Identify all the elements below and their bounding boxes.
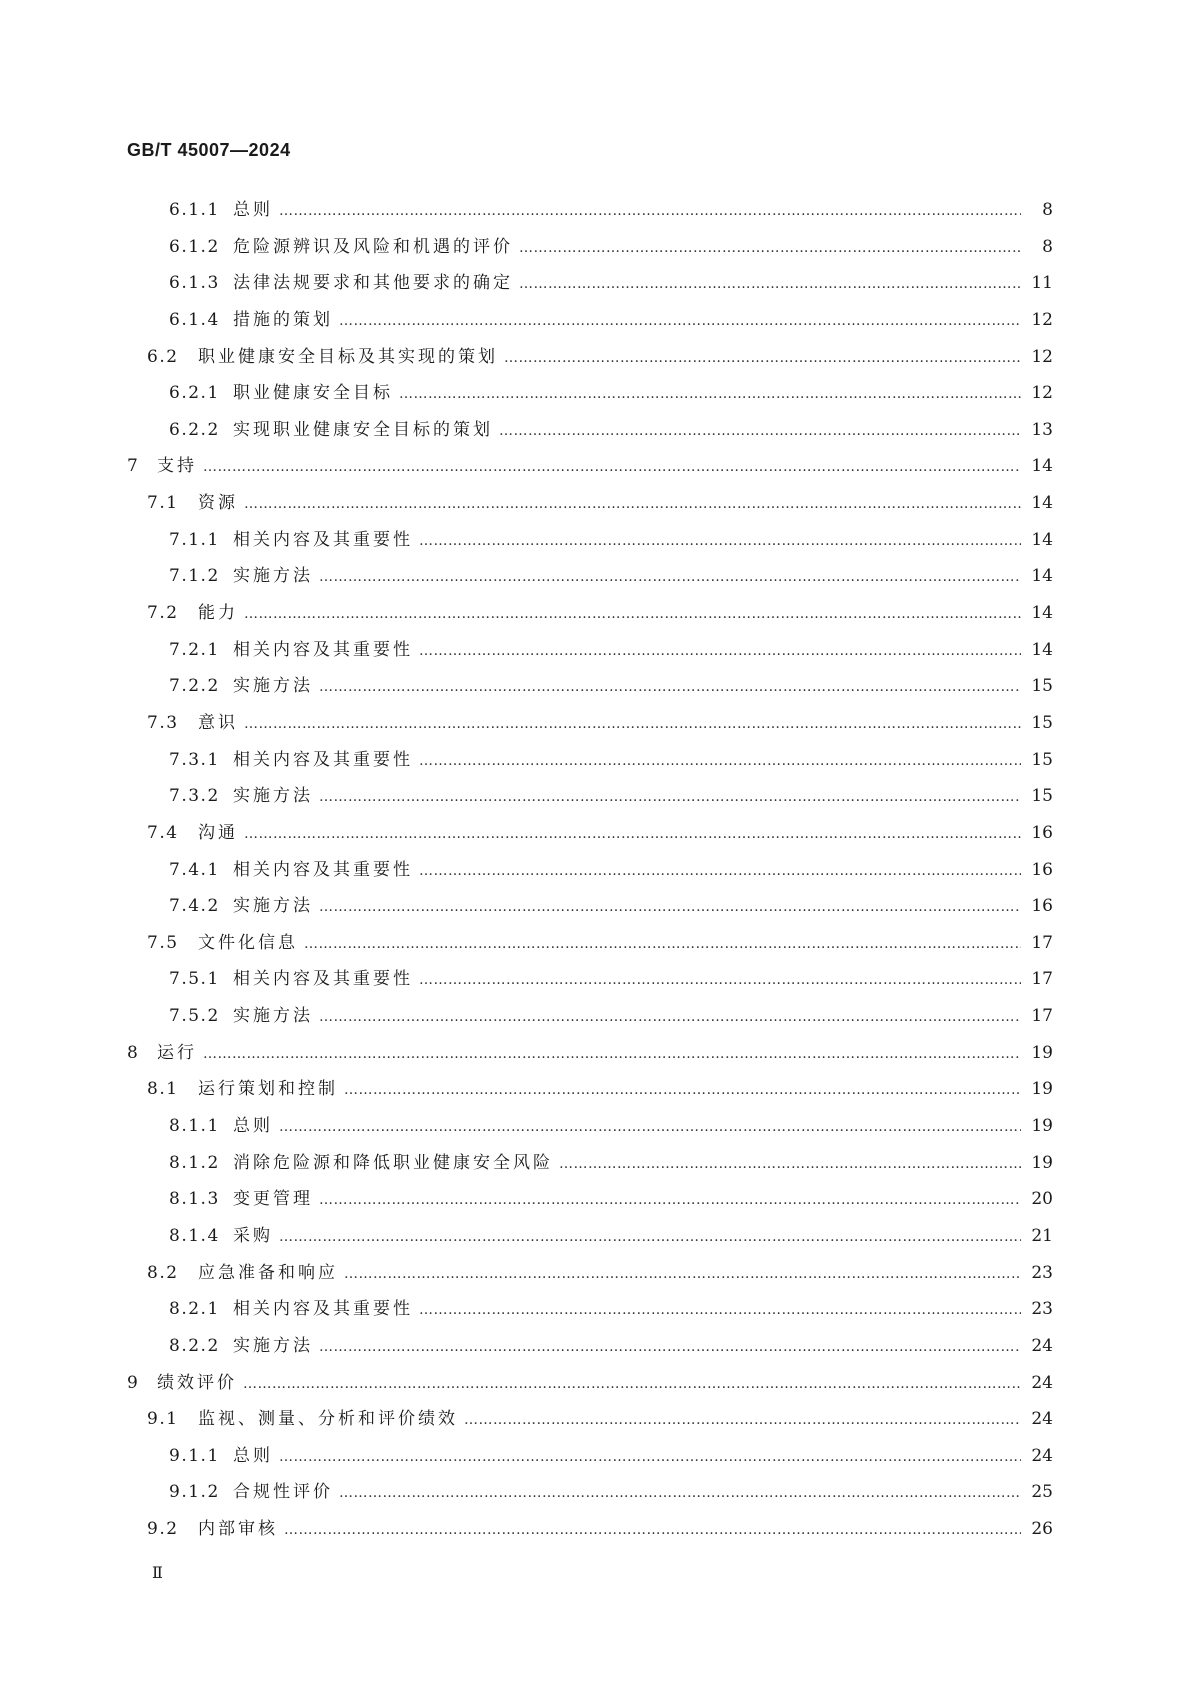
- toc-entry-number: 9.1.1: [169, 1445, 220, 1466]
- toc-entry-title: 实施方法: [233, 1335, 313, 1356]
- toc-dot-leader: [319, 889, 1021, 926]
- document-id-header: GB/T 45007—2024: [127, 140, 291, 160]
- toc-entry-page: 24: [1031, 1372, 1053, 1393]
- toc-entry-page: 8: [1042, 200, 1053, 220]
- toc-entry-page: 25: [1031, 1482, 1053, 1503]
- toc-dot-leader: [519, 230, 1021, 267]
- toc-entry[interactable]: [127, 1145, 1053, 1182]
- toc-dot-leader: [284, 1512, 1021, 1549]
- toc-entry-number: 8: [127, 1042, 140, 1063]
- toc-entry-page: 23: [1031, 1262, 1053, 1283]
- toc-entry-title: 资源: [198, 493, 238, 514]
- toc-dot-leader: [304, 926, 1021, 963]
- toc-entry[interactable]: [127, 229, 1053, 266]
- toc-entry[interactable]: [127, 778, 1053, 815]
- toc-entry-page: 17: [1031, 932, 1053, 953]
- toc-entry-number: 7.2: [147, 603, 179, 624]
- toc-entry-number: 8.1.3: [169, 1189, 220, 1210]
- toc-entry-page: 19: [1031, 1079, 1053, 1100]
- toc-entry[interactable]: [127, 1474, 1053, 1511]
- toc-entry-page: 11: [1031, 273, 1053, 294]
- toc-entry-page: 16: [1031, 896, 1053, 917]
- toc-dot-leader: [279, 1219, 1021, 1256]
- toc-entry[interactable]: [127, 1071, 1053, 1108]
- toc-entry[interactable]: [127, 961, 1053, 998]
- toc-entry-page: 24: [1031, 1445, 1053, 1466]
- toc-entry-number: 7.4.1: [169, 859, 220, 880]
- toc-entry[interactable]: [127, 815, 1053, 852]
- toc-entry[interactable]: [127, 1328, 1053, 1365]
- toc-entry[interactable]: [127, 1108, 1053, 1145]
- toc-entry[interactable]: [127, 632, 1053, 669]
- toc-entry[interactable]: [127, 265, 1053, 302]
- toc-entry[interactable]: [127, 1291, 1053, 1328]
- toc-entry[interactable]: [127, 998, 1053, 1035]
- toc-entry-title: 文件化信息: [198, 932, 298, 953]
- toc-dot-leader: [419, 633, 1021, 670]
- toc-entry-title: 意识: [198, 712, 238, 733]
- toc-entry-title: 应急准备和响应: [198, 1262, 338, 1283]
- toc-entry-page: 19: [1031, 1152, 1053, 1173]
- toc-entry-page: 14: [1031, 529, 1053, 550]
- toc-entry-title: 相关内容及其重要性: [233, 1299, 413, 1320]
- toc-entry-number: 8.1.4: [169, 1225, 220, 1246]
- toc-entry-title: 危险源辨识及风险和机遇的评价: [233, 236, 513, 257]
- toc-entry-number: 8.2.1: [169, 1299, 220, 1320]
- toc-entry-title: 总则: [233, 1445, 273, 1466]
- toc-entry-number: 7.4.2: [169, 896, 220, 917]
- toc-dot-leader: [399, 376, 1021, 413]
- toc-dot-leader: [419, 1292, 1021, 1329]
- toc-entry-page: 12: [1031, 346, 1053, 367]
- toc-entry[interactable]: [127, 302, 1053, 339]
- toc-dot-leader: [244, 596, 1021, 633]
- toc-entry-number: 7.2.1: [169, 639, 220, 660]
- page-number: Ⅱ: [152, 1563, 163, 1582]
- toc-entry-page: 19: [1031, 1116, 1053, 1137]
- toc-entry-title: 职业健康安全目标及其实现的策划: [198, 346, 498, 367]
- toc-entry-number: 6.2.2: [169, 419, 220, 440]
- toc-entry-page: 15: [1031, 786, 1053, 807]
- toc-dot-leader: [279, 1439, 1021, 1476]
- toc-entry-number: 9: [127, 1372, 140, 1393]
- toc-entry-number: 7.3.2: [169, 786, 220, 807]
- toc-dot-leader: [419, 743, 1021, 780]
- toc-entry-title: 合规性评价: [233, 1482, 333, 1503]
- toc-dot-leader: [464, 1402, 1021, 1439]
- toc-entry[interactable]: [127, 485, 1053, 522]
- toc-entry[interactable]: [127, 595, 1053, 632]
- toc-dot-leader: [344, 1072, 1021, 1109]
- toc-entry-page: 24: [1031, 1409, 1053, 1430]
- toc-entry-number: 6.2: [147, 346, 179, 367]
- toc-entry-title: 支持: [157, 456, 197, 477]
- toc-entry-page: 16: [1031, 822, 1053, 843]
- toc-entry[interactable]: [127, 375, 1053, 412]
- toc-dot-leader: [203, 449, 1021, 486]
- toc-dot-leader: [344, 1256, 1021, 1293]
- toc-dot-leader: [319, 1182, 1021, 1219]
- toc-entry-page: 21: [1031, 1225, 1053, 1246]
- toc-dot-leader: [203, 1036, 1021, 1073]
- toc-entry[interactable]: [127, 1255, 1053, 1292]
- toc-entry-page: 24: [1031, 1335, 1053, 1356]
- toc-entry-title: 消除危险源和降低职业健康安全风险: [233, 1152, 553, 1173]
- toc-entry-page: 26: [1031, 1519, 1053, 1540]
- toc-entry-title: 能力: [198, 603, 238, 624]
- toc-entry-number: 7.5.2: [169, 1006, 220, 1027]
- toc-entry-page: 14: [1031, 603, 1053, 624]
- toc-entry[interactable]: [127, 448, 1053, 485]
- toc-entry[interactable]: [127, 742, 1053, 779]
- toc-dot-leader: [319, 779, 1021, 816]
- toc-entry-title: 绩效评价: [157, 1372, 237, 1393]
- toc-entry-title: 实施方法: [233, 786, 313, 807]
- toc-dot-leader: [319, 1329, 1021, 1366]
- toc-dot-leader: [243, 1366, 1021, 1403]
- toc-dot-leader: [279, 1109, 1021, 1146]
- toc-dot-leader: [419, 523, 1021, 560]
- toc-entry-number: 7.5: [147, 932, 179, 953]
- toc-entry-page: 14: [1031, 639, 1053, 660]
- toc-dot-leader: [419, 962, 1021, 999]
- toc-entry-number: 7.3.1: [169, 749, 220, 770]
- toc-entry-title: 实现职业健康安全目标的策划: [233, 419, 493, 440]
- toc-entry[interactable]: [127, 1511, 1053, 1548]
- toc-entry-title: 变更管理: [233, 1189, 313, 1210]
- toc-entry[interactable]: [127, 339, 1053, 376]
- toc-entry-number: 8.1.1: [169, 1116, 220, 1137]
- toc-entry-page: 12: [1031, 309, 1053, 330]
- toc-entry-page: 16: [1031, 859, 1053, 880]
- toc-entry-page: 15: [1031, 676, 1053, 697]
- toc-entry-page: 15: [1031, 712, 1053, 733]
- toc-entry-title: 措施的策划: [233, 309, 333, 330]
- toc-entry[interactable]: [127, 668, 1053, 705]
- toc-entry[interactable]: [127, 1401, 1053, 1438]
- toc-entry[interactable]: [127, 1438, 1053, 1475]
- toc-entry-number: 7.3: [147, 712, 179, 733]
- toc-dot-leader: [279, 193, 1021, 230]
- toc-entry[interactable]: [127, 925, 1053, 962]
- toc-entry-page: 20: [1031, 1189, 1053, 1210]
- toc-entry-page: 13: [1031, 419, 1053, 440]
- toc-entry[interactable]: [127, 522, 1053, 559]
- toc-dot-leader: [339, 303, 1021, 340]
- toc-dot-leader: [504, 340, 1021, 377]
- toc-entry[interactable]: [127, 412, 1053, 449]
- toc-entry-number: 6.1.1: [169, 200, 220, 220]
- toc-entry-number: 9.2: [147, 1519, 179, 1540]
- toc-entry[interactable]: [127, 1365, 1053, 1402]
- toc-entry-title: 监视、测量、分析和评价绩效: [198, 1409, 458, 1430]
- toc-entry-number: 7.5.1: [169, 969, 220, 990]
- toc-dot-leader: [339, 1475, 1021, 1512]
- toc-entry-page: 12: [1031, 383, 1053, 404]
- toc-entry[interactable]: [127, 1218, 1053, 1255]
- toc-entry[interactable]: [127, 558, 1053, 595]
- toc-entry-title: 相关内容及其重要性: [233, 529, 413, 550]
- toc-entry-page: 14: [1031, 566, 1053, 587]
- toc-entry-page: 23: [1031, 1299, 1053, 1320]
- toc-entry-title: 实施方法: [233, 896, 313, 917]
- toc-dot-leader: [244, 706, 1021, 743]
- toc-dot-leader: [319, 559, 1021, 596]
- toc-entry-title: 实施方法: [233, 676, 313, 697]
- toc-entry-page: 15: [1031, 749, 1053, 770]
- toc-entry-number: 9.1: [147, 1409, 179, 1430]
- toc-entry-number: 7.2.2: [169, 676, 220, 697]
- toc-entry-number: 6.1.4: [169, 309, 220, 330]
- toc-entry-number: 8.2: [147, 1262, 179, 1283]
- toc-entry[interactable]: [127, 192, 1053, 229]
- toc-entry-number: 7.4: [147, 822, 179, 843]
- toc-entry-title: 总则: [233, 1116, 273, 1137]
- toc-entry-page: 19: [1031, 1042, 1053, 1063]
- toc-entry-page: 8: [1042, 236, 1053, 257]
- toc-entry[interactable]: [127, 852, 1053, 889]
- toc-entry-title: 实施方法: [233, 566, 313, 587]
- toc-entry-number: 6.1.3: [169, 273, 220, 294]
- toc-entry-number: 7: [127, 456, 140, 477]
- toc-entry-title: 运行策划和控制: [198, 1079, 338, 1100]
- table-of-contents: [127, 192, 1053, 1548]
- toc-entry-page: 17: [1031, 969, 1053, 990]
- toc-entry-title: 内部审核: [198, 1519, 278, 1540]
- toc-entry[interactable]: [127, 1035, 1053, 1072]
- toc-entry-page: 14: [1031, 456, 1053, 477]
- toc-dot-leader: [244, 816, 1021, 853]
- toc-entry-page: 14: [1031, 493, 1053, 514]
- toc-dot-leader: [319, 999, 1021, 1036]
- toc-entry-number: 7.1.1: [169, 529, 220, 550]
- toc-entry-title: 采购: [233, 1225, 273, 1246]
- toc-entry-number: 7.1: [147, 493, 179, 514]
- toc-entry[interactable]: [127, 888, 1053, 925]
- toc-entry[interactable]: [127, 705, 1053, 742]
- toc-entry-title: 相关内容及其重要性: [233, 749, 413, 770]
- toc-entry-number: 6.2.1: [169, 383, 220, 404]
- toc-entry-number: 8.1: [147, 1079, 179, 1100]
- toc-entry-number: 8.2.2: [169, 1335, 220, 1356]
- toc-entry-title: 职业健康安全目标: [233, 383, 393, 404]
- toc-entry-title: 相关内容及其重要性: [233, 639, 413, 660]
- toc-entry-title: 总则: [233, 200, 273, 220]
- toc-dot-leader: [559, 1146, 1021, 1183]
- toc-entry-number: 6.1.2: [169, 236, 220, 257]
- toc-entry-number: 7.1.2: [169, 566, 220, 587]
- toc-entry-number: 8.1.2: [169, 1152, 220, 1173]
- toc-entry-title: 实施方法: [233, 1006, 313, 1027]
- toc-entry-page: 17: [1031, 1006, 1053, 1027]
- toc-entry-number: 9.1.2: [169, 1482, 220, 1503]
- toc-entry-title: 运行: [157, 1042, 197, 1063]
- toc-entry-title: 相关内容及其重要性: [233, 859, 413, 880]
- toc-dot-leader: [319, 669, 1021, 706]
- toc-dot-leader: [519, 266, 1021, 303]
- toc-entry[interactable]: [127, 1181, 1053, 1218]
- toc-entry-title: 沟通: [198, 822, 238, 843]
- toc-dot-leader: [419, 853, 1021, 890]
- toc-dot-leader: [244, 486, 1021, 523]
- toc-entry-title: 相关内容及其重要性: [233, 969, 413, 990]
- toc-dot-leader: [499, 413, 1021, 450]
- toc-entry-title: 法律法规要求和其他要求的确定: [233, 273, 513, 294]
